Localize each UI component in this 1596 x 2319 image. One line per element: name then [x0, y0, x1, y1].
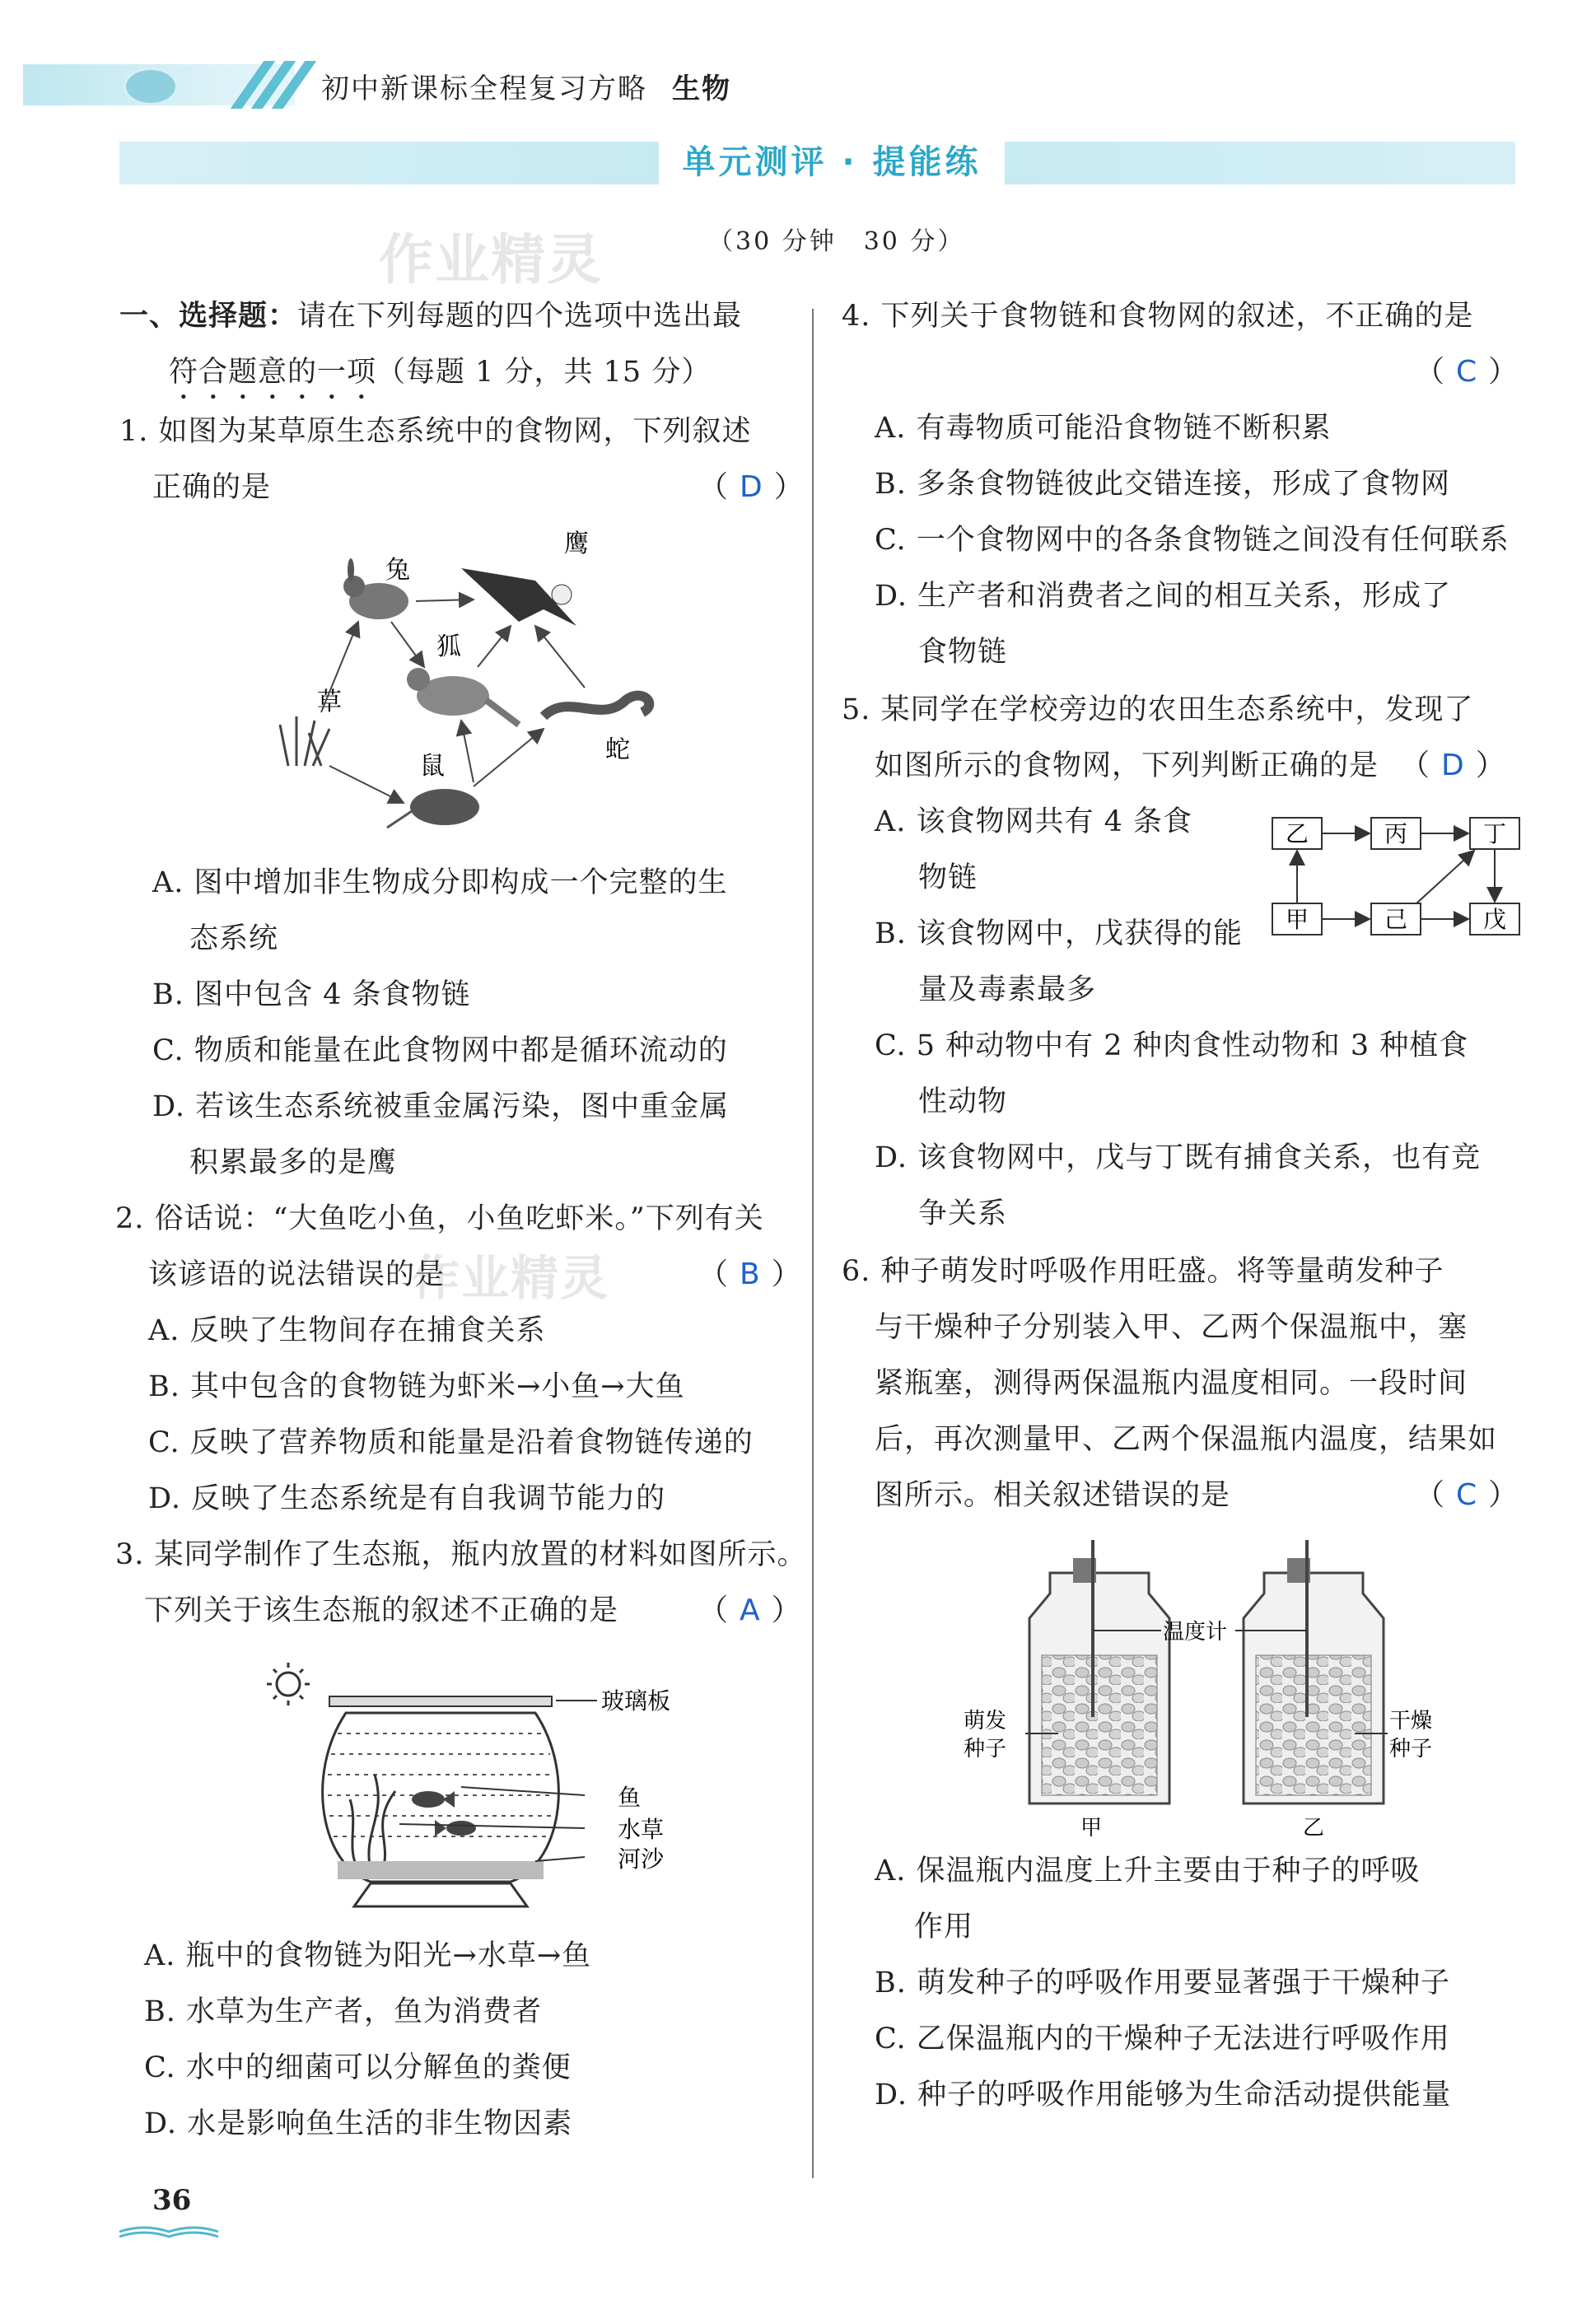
- score-info: （每题 1 分，共 15 分）: [376, 356, 712, 389]
- bottle-base: [354, 1883, 527, 1906]
- q6-option-a: A. 保温瓶内温度上升主要由于种子的呼吸: [875, 1855, 1421, 1887]
- thermos-yi: [1244, 1540, 1384, 1803]
- q1-option-a: A. 图中增加非生物成分即构成一个完整的生: [152, 866, 728, 899]
- grass-label: 草: [317, 688, 342, 716]
- q1-option-b: B. 图中包含 4 条食物链: [152, 978, 471, 1011]
- q6-option-a-cont: 作用: [914, 1911, 974, 1943]
- q4-option-d: D. 生产者和消费者之间的相互关系，形成了: [875, 580, 1452, 613]
- book-logo-icon: [124, 68, 178, 105]
- q2-option-b: B. 其中包含的食物链为虾米→小鱼→大鱼: [148, 1370, 685, 1403]
- q1-food-web-figure: [272, 519, 733, 848]
- q3-stem-line2: 下列关于该生态瓶的叙述不正确的是: [144, 1594, 619, 1627]
- q5-option-d: D. 该食物网中，戊与丁既有捕食关系，也有竞: [875, 1141, 1482, 1174]
- sun-icon: [267, 1663, 310, 1705]
- q6-thermos-figure: [959, 1540, 1454, 1836]
- answer-letter: C: [1456, 355, 1477, 389]
- thermos-jia: [1029, 1540, 1169, 1803]
- node-bing-label: 丙: [1384, 820, 1408, 847]
- q2-option-d: D. 反映了生态系统是有自我调节能力的: [148, 1482, 666, 1515]
- section-instruction-line2: [169, 354, 711, 406]
- q5-answer: （ D ）: [1400, 749, 1505, 782]
- rabbit-label: 兔: [385, 556, 410, 585]
- q1-option-c: C. 物质和能量在此食物网中都是循环流动的: [152, 1034, 728, 1067]
- emphasis-text: 符合题意的一项: [169, 356, 377, 389]
- q3-answer: （ A ）: [698, 1593, 801, 1627]
- answer-letter: C: [1456, 1478, 1477, 1512]
- river-sand: [338, 1861, 544, 1879]
- q4-option-a: A. 有毒物质可能沿食物链不断积累: [875, 412, 1332, 445]
- q5-option-b: B. 该食物网中，戊获得的能: [875, 917, 1243, 950]
- dry-seeds-label: 种子: [1389, 1737, 1433, 1761]
- q4-answer: （ C ）: [1415, 355, 1519, 389]
- section-label: 一、选择题：: [119, 300, 298, 333]
- answer-letter: D: [740, 470, 763, 504]
- q5-option-c: C. 5 种动物中有 2 种肉食性动物和 3 种植食: [875, 1029, 1469, 1062]
- answer-letter: D: [1441, 749, 1464, 782]
- eagle-illustration: [461, 568, 576, 626]
- q3-option-a: A. 瓶中的食物链为阳光→水草→鱼: [144, 1939, 592, 1972]
- book-icon: [115, 2223, 222, 2240]
- mouse-illustration: [387, 789, 479, 828]
- q5-stem: 5. 某同学在学校旁边的农田生态系统中，发现了: [842, 693, 1474, 726]
- q6-answer: （ C ）: [1415, 1478, 1519, 1512]
- glass-plate: [329, 1696, 552, 1706]
- q6-option-d: D. 种子的呼吸作用能够为生命活动提供能量: [875, 2079, 1452, 2111]
- column-divider: [812, 309, 814, 2178]
- thermometer-label: 温度计: [1163, 1620, 1228, 1645]
- answer-letter: A: [740, 1593, 760, 1627]
- subject-name: 生物: [672, 72, 731, 105]
- page-number: 36: [152, 2184, 192, 2217]
- q3-option-c: C. 水中的细菌可以分解鱼的粪便: [144, 2051, 572, 2084]
- q2-option-a: A. 反映了生物间存在捕食关系: [148, 1314, 546, 1347]
- node-jia-label: 甲: [1285, 906, 1309, 933]
- q5-option-b-cont: 量及毒素最多: [918, 973, 1097, 1006]
- q3-option-d: D. 水是影响鱼生活的非生物因素: [144, 2107, 573, 2140]
- running-header: [321, 66, 731, 106]
- q6-stem-line4: 后，再次测量甲、乙两个保温瓶内温度，结果如: [875, 1423, 1498, 1456]
- river-sand-label: 河沙: [618, 1845, 665, 1873]
- q3-ecobottle-figure: [255, 1651, 716, 1923]
- q6-option-c: C. 乙保温瓶内的干燥种子无法进行呼吸作用: [875, 2023, 1450, 2055]
- q4-option-b: B. 多条食物链彼此交错连接，形成了食物网: [875, 468, 1450, 501]
- q2-option-c: C. 反映了营养物质和能量是沿着食物链传递的: [148, 1426, 754, 1459]
- snake-illustration: [544, 696, 649, 716]
- q6-stem-line2: 与干燥种子分别装入甲、乙两个保温瓶中，塞: [875, 1311, 1468, 1344]
- q6-stem-line5: 图所示。相关叙述错误的是: [875, 1479, 1231, 1512]
- q5-food-web-diagram: [1268, 811, 1532, 947]
- grass-illustration: [280, 716, 329, 766]
- q1-stem: 1. 如图为某草原生态系统中的食物网，下列叙述: [119, 415, 752, 448]
- q1-option-d-cont: 积累最多的是鹰: [189, 1146, 398, 1179]
- eagle-label: 鹰: [564, 530, 589, 558]
- section-instruction: 请在下列每题的四个选项中选出最: [297, 300, 743, 333]
- q3-stem: 3. 某同学制作了生态瓶，瓶内放置的材料如图所示。: [115, 1538, 807, 1571]
- answer-letter: B: [740, 1257, 760, 1291]
- germinating-seeds-label: 种子: [964, 1737, 1007, 1761]
- watermark: 作业精灵: [379, 228, 603, 292]
- q4-option-c: C. 一个食物网中的各条食物链之间没有任何联系: [875, 524, 1510, 557]
- thermos-jia-label: 甲: [1080, 1816, 1103, 1836]
- node-yi-label: 乙: [1285, 820, 1309, 847]
- unit-title: 单元测评 · 提能练: [659, 140, 1005, 184]
- q4-stem: 4. 下列关于食物链和食物网的叙述，不正确的是: [842, 300, 1474, 333]
- q5-option-a-cont: 物链: [918, 861, 978, 894]
- water-lines: [328, 1733, 553, 1836]
- q2-stem-line2: 该谚语的说法错误的是: [148, 1258, 446, 1291]
- mouse-label: 鼠: [420, 752, 445, 781]
- q1-option-a-cont: 态系统: [189, 922, 279, 955]
- fish-label: 鱼: [618, 1784, 642, 1811]
- q6-stem-line3: 紧瓶塞，测得两保温瓶内温度相同。一段时间: [875, 1367, 1468, 1400]
- water-weed-label: 水草: [618, 1816, 665, 1843]
- section-heading: [119, 298, 742, 334]
- q2-stem: 2. 俗话说：“大鱼吃小鱼，小鱼吃虾米。”下列有关: [115, 1202, 764, 1235]
- node-wu-label: 戊: [1482, 906, 1507, 933]
- node-ji-label: 己: [1384, 906, 1408, 933]
- q3-option-b: B. 水草为生产者，鱼为消费者: [144, 1995, 542, 2028]
- q5-stem-line2: 如图所示的食物网，下列判断正确的是: [875, 749, 1379, 782]
- germinating-seeds-label: 萌发: [964, 1709, 1007, 1733]
- glass-plate-label: 玻璃板: [601, 1687, 671, 1715]
- q5-option-c-cont: 性动物: [918, 1085, 1008, 1118]
- book-title: 初中新课标全程复习方略: [321, 72, 647, 105]
- q1-answer: （ D ）: [698, 470, 804, 504]
- q2-answer: （ B ）: [698, 1257, 801, 1291]
- q4-option-d-cont: 食物链: [918, 636, 1008, 669]
- fox-label: 狐: [436, 632, 461, 661]
- node-ding-label: 丁: [1482, 820, 1507, 847]
- fish-illustration: [412, 1791, 476, 1836]
- snake-label: 蛇: [605, 735, 630, 764]
- time-score: （30 分钟 30 分）: [708, 227, 965, 256]
- thermos-yi-label: 乙: [1302, 1816, 1325, 1836]
- q6-option-b: B. 萌发种子的呼吸作用要显著强于干燥种子: [875, 1967, 1450, 1999]
- watermark: 作业精灵: [412, 1250, 610, 1306]
- q5-option-d-cont: 争关系: [918, 1197, 1008, 1230]
- q1-stem-line2: 正确的是: [152, 471, 272, 504]
- q5-option-a: A. 该食物网共有 4 条食: [875, 805, 1193, 838]
- dry-seeds-label: 干燥: [1389, 1709, 1433, 1733]
- q1-option-d: D. 若该生态系统被重金属污染，图中重金属: [152, 1090, 730, 1123]
- water-weed-illustration: [350, 1775, 395, 1869]
- q6-stem: 6. 种子萌发时呼吸作用旺盛。将等量萌发种子: [842, 1255, 1444, 1288]
- fox-illustration: [407, 668, 519, 725]
